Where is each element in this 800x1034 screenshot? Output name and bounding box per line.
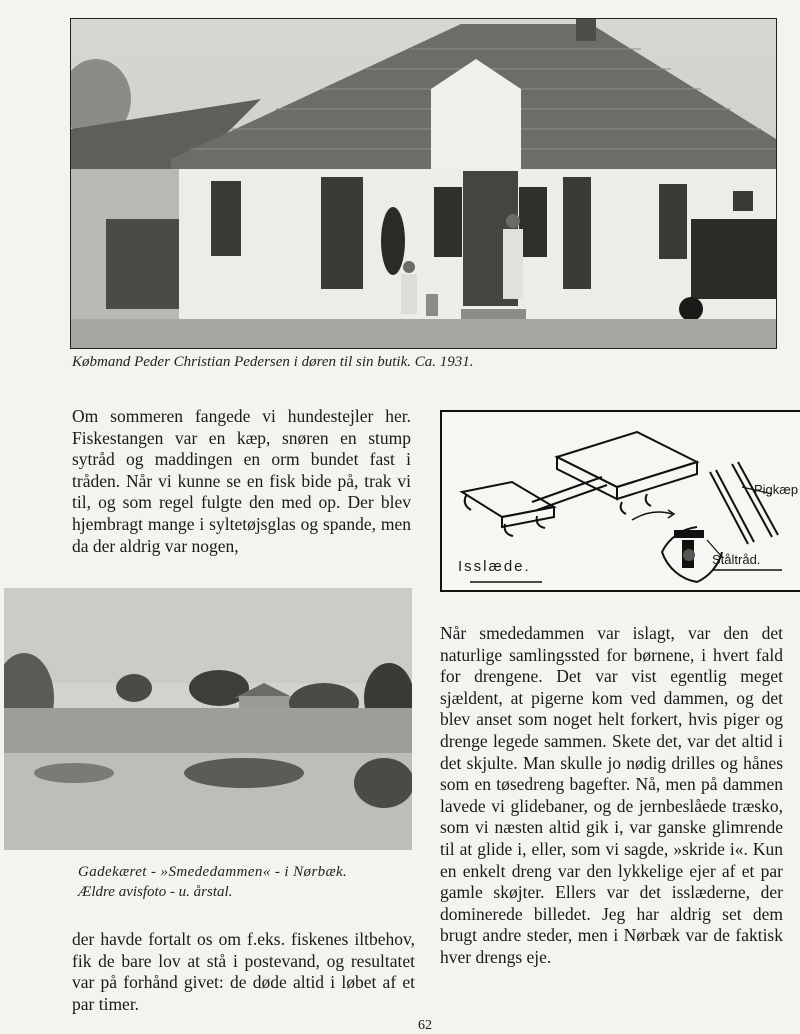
pond-photo bbox=[4, 588, 412, 850]
diagram-label-staaltraad: Ståltråd. bbox=[712, 552, 761, 567]
isslaede-diagram bbox=[440, 410, 800, 592]
pond-photo-caption-line1: Gadekæret - »Smededammen« - i Nørbæk. bbox=[78, 864, 348, 880]
page-number: 62 bbox=[418, 1018, 432, 1033]
left-paragraph-top: Om sommeren fangede vi hundestejler her. Fiskestangen var en kæp, snøren en stump sytråd og maddingen en orm bundet fast i tråden. Når vi kunne se en fisk bide på, trak vi til, og som regel fulgte den med op. Der blev hjembragt mange i syltetøjsglas og spande, men da der aldrig var nogen, bbox=[72, 406, 411, 556]
pond-photo-caption-line2: Ældre avisfoto - u. årstal. bbox=[78, 884, 233, 900]
left-paragraph-bottom: der havde fortalt os om f.eks. fiskenes iltbehov, fik de bare lov at stå i postevand, og resultatet var på forhånd givet: de døde altid i løbet af et par timer. bbox=[72, 929, 415, 1014]
shop-photo-caption: Købmand Peder Christian Pedersen i døren til sin butik. Ca. 1931. bbox=[72, 354, 474, 370]
diagram-label-pigkaep: Pigkæp bbox=[754, 482, 799, 497]
shop-photo bbox=[70, 18, 777, 349]
diagram-title: Isslæde. bbox=[458, 558, 531, 575]
right-paragraph: Når smededammen var islagt, var den det naturlige samlingssted for børnene, i hvert fald for drengene. Det var vist egentlig meget sjældent, at pigerne kom ved dammen, og det blev anset som noget helt forkert, hvis piger og drenge legede sammen. Skete det, var det altid i det skjulte. Man skulle jo nødig drilles og hånes som en tøsedreng bagefter. Nå, men på dammen lavede vi glidebaner, og de jernbeslåede træsko, som vi næsten altid gik i, var ganske glimrende til at glide i, eller, som vi sagde, »skride i«. Kun en enkelt dreng var den lykkelige ejer af et par gamle skøjter. Ellers var det isslæderne, der dominerede billedet. Jeg har aldrig set dem brugt andre steder, men i Nørbæk var de faktisk hver drengs eje. bbox=[440, 623, 783, 967]
shop-photo-illustration bbox=[71, 19, 776, 348]
pond-photo-illustration bbox=[4, 588, 412, 850]
